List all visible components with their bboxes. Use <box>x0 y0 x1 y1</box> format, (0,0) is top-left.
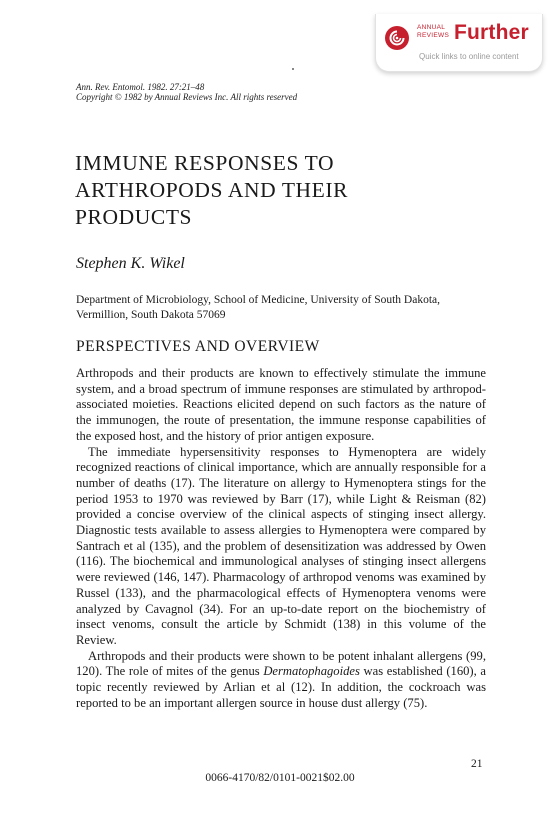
badge-small-line2: REVIEWS <box>417 31 450 39</box>
section-heading: PERSPECTIVES AND OVERVIEW <box>76 338 320 355</box>
affiliation-line: Vermillion, South Dakota 57069 <box>76 309 226 321</box>
paragraph <box>76 649 486 712</box>
journal-reference <box>76 82 297 102</box>
author-name: Stephen K. Wikel <box>76 255 185 272</box>
title-line: PRODUCTS <box>75 205 193 229</box>
page-number: 21 <box>471 758 483 770</box>
scan-speck <box>292 68 294 70</box>
badge-further-label: Further <box>454 21 529 44</box>
body-text <box>76 366 486 711</box>
article-code: 0066-4170/82/0101-0021$02.00 <box>205 772 355 784</box>
copyright-line: Copyright © 1982 by Annual Reviews Inc. All rights reserved <box>76 92 298 102</box>
paragraph: Arthropods and their products are known to effectively stimulate the immune system, and a broad spectrum of immune responses are stimulated by arthropod-associated moieties. Reactions elicited depend on such factors as the nature of the immunogen, the route of presentation, the immune response capabilities of the exposed host, and the history of prior antigen exposure. <box>76 366 486 443</box>
journal-citation: Ann. Rev. Entomol. 1982. 27:21–48 <box>76 82 205 92</box>
badge-small-text <box>417 24 449 39</box>
affiliation-line: Department of Microbiology, School of Medicine, University of South Dakota, <box>76 294 440 306</box>
article-title <box>75 150 455 231</box>
further-badge[interactable] <box>375 14 543 72</box>
badge-small-line1: ANNUAL <box>417 24 446 31</box>
title-line: ARTHROPODS AND THEIR <box>75 178 349 202</box>
paragraph-text: was established (160), a topic recently reviewed by Arlian et al (12). In addition, the cockroach was reported to be an important allergen source in house dust allergy (75). <box>76 664 486 710</box>
annual-reviews-logo-icon <box>385 26 409 50</box>
paragraph: The immediate hypersensitivity responses to Hymenoptera are widely recognized reactions of clinical importance, which are annually responsible for a number of deaths (17). The literature on allergy to Hymenoptera stings for the period 1953 to 1970 was reviewed by Barr (17), while Light & Reisman (82) provided a concise overview of the clinical aspects of stinging insect allergy. Diagnostic tests available to assess allergies to Hymenoptera were compared by Santrach et al (135), and the problem of desensitization was addressed by Owen (116). The biochemical and immunological analyses of stinging insect allergens were reviewed (146, 147). Pharmacology of arthropod venoms was examined by Russel (133), and the pharmacological effects of Hymenoptera venoms were analyzed by Cavagnol (34). For an up-to-date report on the biochemistry of insect venoms, consult the article by Schmidt (138) in this volume of the Review. <box>76 444 486 647</box>
title-line: IMMUNE RESPONSES TO <box>75 151 335 175</box>
author-affiliation <box>76 293 496 323</box>
genus-name: Dermatophagoides <box>263 664 360 679</box>
paragraph-text: Arthropods and their products were shown to be potent inhalant allergens (99, 120). The role of mites of the genus <box>76 648 486 679</box>
badge-tagline: Quick links to online content <box>419 52 519 61</box>
